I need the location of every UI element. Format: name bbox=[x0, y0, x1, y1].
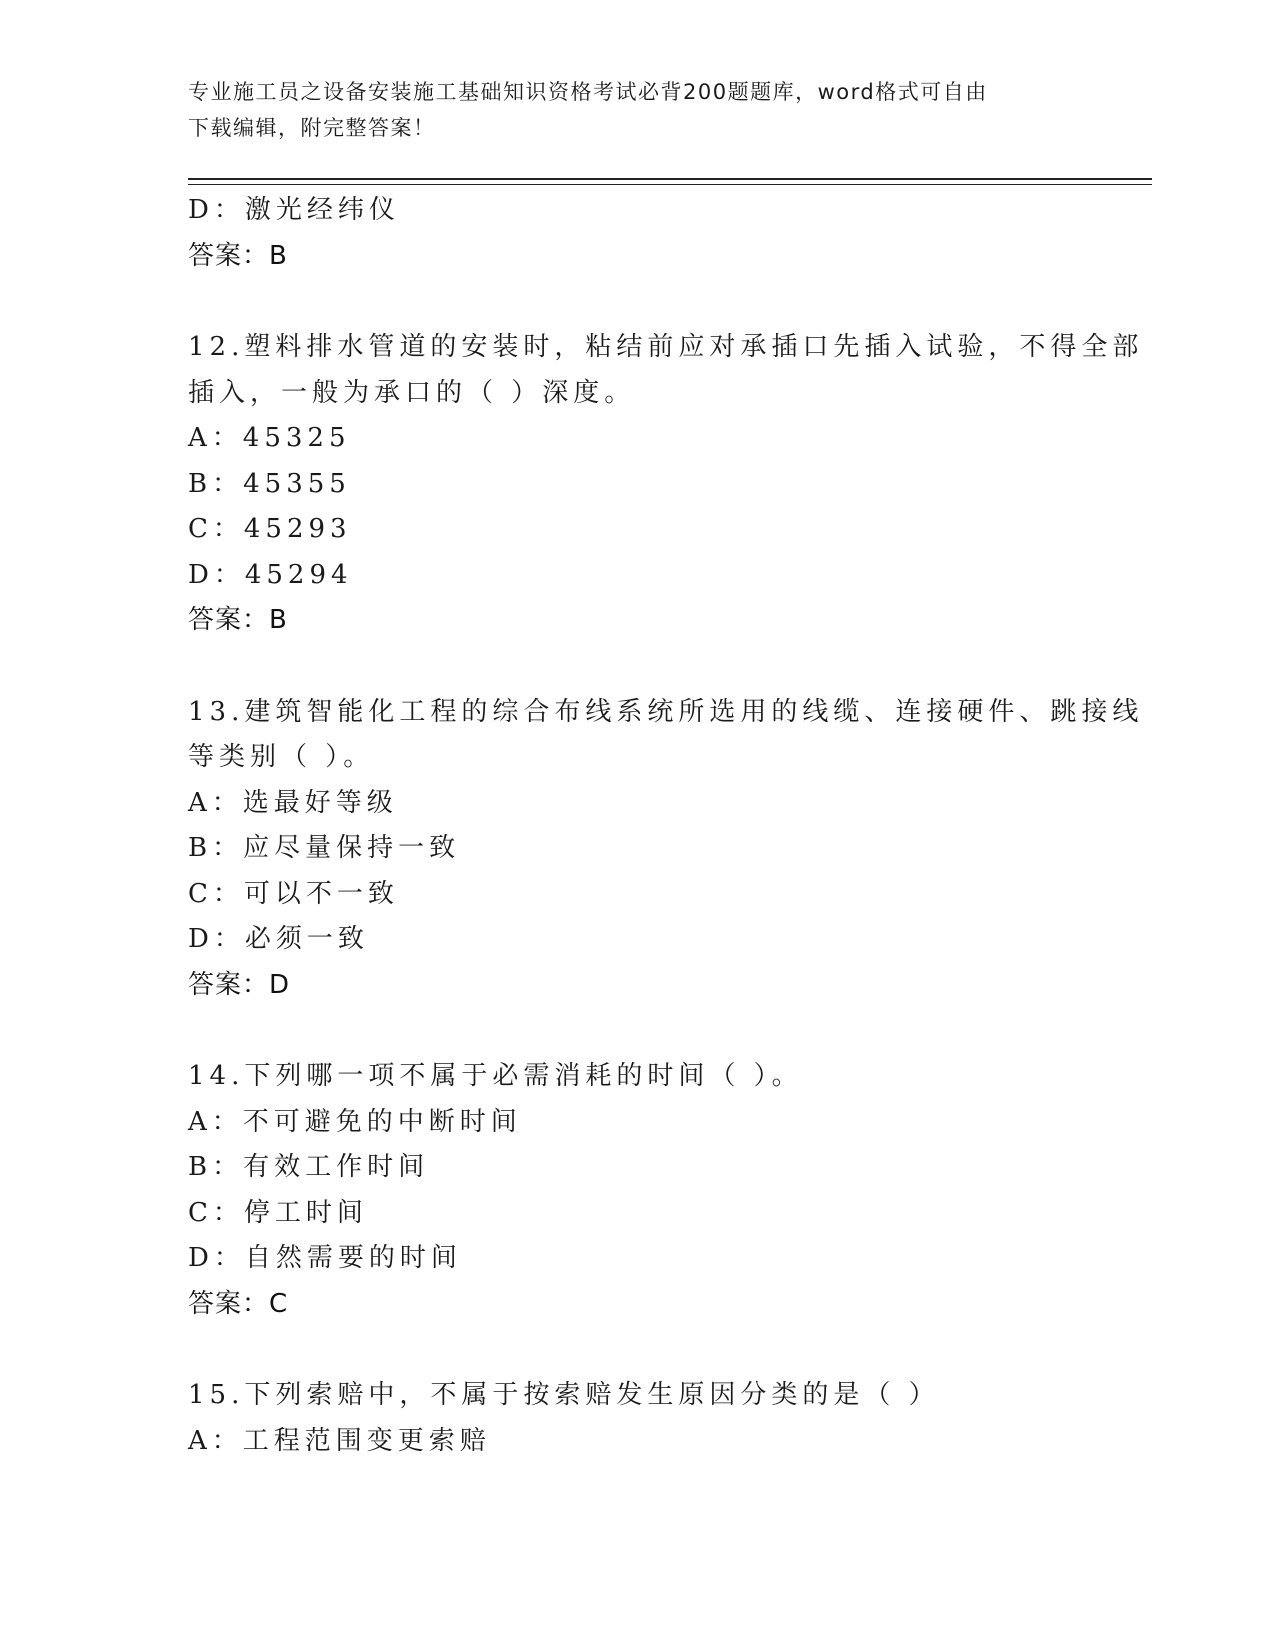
option-d: D：45294 bbox=[188, 559, 353, 590]
question-13 bbox=[188, 690, 1144, 1009]
question-15 bbox=[188, 1373, 1088, 1464]
header-divider-thin bbox=[188, 184, 1152, 185]
option-a: A：工程范围变更索赔 bbox=[188, 1425, 491, 1456]
question-stem-line-1: 13.建筑智能化工程的综合布线系统所选用的线缆、连接硬件、跳接线 bbox=[188, 696, 1144, 727]
option-d: D：必须一致 bbox=[188, 924, 369, 954]
answer-line: 答案：D bbox=[188, 969, 291, 1000]
spacer bbox=[188, 1327, 1088, 1373]
header-title-line-2: 下载编辑，附完整答案！ bbox=[188, 116, 436, 140]
option-c: C：可以不一致 bbox=[188, 878, 399, 909]
spacer bbox=[188, 1008, 1088, 1054]
header-divider-thick bbox=[188, 178, 1152, 180]
question-stem-line-1: 12.塑料排水管道的安装时，粘结前应对承插口先插入试验，不得全部 bbox=[188, 332, 1144, 362]
spacer bbox=[188, 644, 1088, 690]
question-14 bbox=[188, 1054, 1088, 1327]
question-stem-line-1: 14.下列哪一项不属于必需消耗的时间（ ）。 bbox=[188, 1061, 803, 1091]
document-header bbox=[188, 74, 1068, 146]
option-b: B：应尽量保持一致 bbox=[188, 833, 461, 863]
option-c: C：45293 bbox=[188, 514, 352, 544]
question-stem-line-2: 等类别（ ）。 bbox=[188, 742, 375, 772]
option-a: A：45325 bbox=[188, 423, 351, 453]
option-c: C：停工时间 bbox=[188, 1197, 368, 1228]
option-a: A：不可避免的中断时间 bbox=[188, 1106, 522, 1137]
option-d: D：激光经纬仪 bbox=[188, 195, 400, 225]
spacer bbox=[188, 279, 1088, 325]
question-list bbox=[188, 188, 1144, 1464]
question-12 bbox=[188, 325, 1144, 644]
answer-line: 答案：B bbox=[188, 240, 288, 271]
question-stem-line-2: 插入，一般为承口的（ ）深度。 bbox=[188, 377, 636, 408]
header-title-line-1: 专业施工员之设备安装施工基础知识资格考试必背200题题库，word格式可自由 bbox=[188, 80, 988, 104]
option-b: B：有效工作时间 bbox=[188, 1152, 430, 1182]
option-b: B：45355 bbox=[188, 468, 351, 499]
option-d: D：自然需要的时间 bbox=[188, 1243, 462, 1273]
previous-question-tail bbox=[188, 188, 1088, 279]
answer-line: 答案：B bbox=[188, 605, 288, 635]
question-stem-line-1: 15.下列索赔中，不属于按索赔发生原因分类的是（ ） bbox=[188, 1380, 940, 1410]
option-a: A：选最好等级 bbox=[188, 787, 398, 818]
answer-line: 答案：C bbox=[188, 1288, 289, 1319]
